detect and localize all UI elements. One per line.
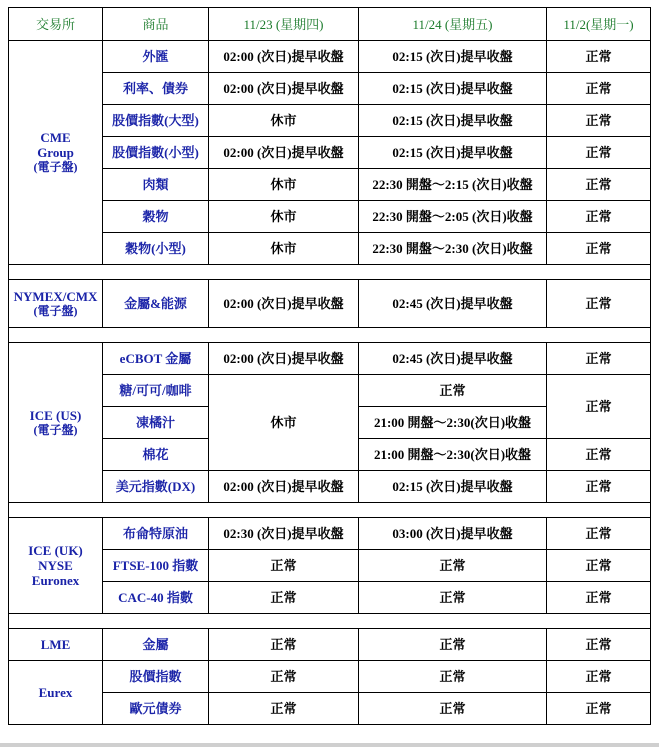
product-cell: 糖/可可/咖啡 bbox=[103, 375, 209, 407]
spacer-cell bbox=[9, 503, 651, 518]
table-row bbox=[9, 105, 651, 137]
header-date-1123: 11/23 (星期四) bbox=[209, 8, 359, 41]
product-cell: 穀物(小型) bbox=[103, 233, 209, 265]
schedule-cell: 02:30 (次日)提早收盤 bbox=[209, 518, 359, 550]
schedule-cell: 正常 bbox=[547, 169, 651, 201]
schedule-cell: 正常 bbox=[547, 439, 651, 471]
exchange-name: NYMEX/CMX bbox=[13, 288, 98, 304]
header-row bbox=[9, 8, 651, 41]
product-cell: 利率、債券 bbox=[103, 73, 209, 105]
exchange-name-line3: Euronex bbox=[31, 573, 80, 588]
exchange-name-line2: Group bbox=[37, 145, 74, 160]
product-cell: 金屬 bbox=[103, 629, 209, 661]
section-spacer bbox=[9, 265, 651, 280]
table-row bbox=[9, 375, 651, 407]
product-cell: 穀物 bbox=[103, 201, 209, 233]
exchange-note: (電子盤) bbox=[33, 303, 78, 318]
product-cell: 凍橘汁 bbox=[103, 407, 209, 439]
schedule-cell: 正常 bbox=[547, 661, 651, 693]
schedule-cell: 22:30 開盤～2:15 (次日)收盤 bbox=[359, 169, 547, 201]
spacer-cell bbox=[9, 328, 651, 343]
table-row bbox=[9, 169, 651, 201]
table-row bbox=[9, 137, 651, 169]
exchange-eurex: Eurex bbox=[9, 661, 103, 725]
section-spacer bbox=[9, 328, 651, 343]
schedule-cell: 正常 bbox=[209, 582, 359, 614]
exchange-nymex bbox=[9, 280, 103, 328]
schedule-cell: 休市 bbox=[209, 169, 359, 201]
header-date-1124: 11/24 (星期五) bbox=[359, 8, 547, 41]
product-cell: 棉花 bbox=[103, 439, 209, 471]
schedule-cell: 休市 bbox=[209, 233, 359, 265]
schedule-cell: 02:15 (次日)提早收盤 bbox=[359, 471, 547, 503]
schedule-cell: 21:00 開盤～2:30(次日)收盤 bbox=[359, 439, 547, 471]
schedule-cell: 02:00 (次日)提早收盤 bbox=[209, 471, 359, 503]
schedule-cell: 正常 bbox=[547, 550, 651, 582]
schedule-cell: 休市 bbox=[209, 105, 359, 137]
exchange-ice-us bbox=[9, 343, 103, 503]
schedule-cell: 正常 bbox=[359, 550, 547, 582]
schedule-cell: 正常 bbox=[209, 550, 359, 582]
product-cell: 肉類 bbox=[103, 169, 209, 201]
header-date-1127: 11/2(星期一) bbox=[547, 8, 651, 41]
schedule-cell: 休市 bbox=[209, 375, 359, 471]
product-cell: 歐元債券 bbox=[103, 693, 209, 725]
spacer-cell bbox=[9, 614, 651, 629]
schedule-cell: 22:30 開盤～2:30 (次日)收盤 bbox=[359, 233, 547, 265]
table-row bbox=[9, 518, 651, 550]
schedule-cell: 正常 bbox=[359, 661, 547, 693]
product-cell: FTSE-100 指數 bbox=[103, 550, 209, 582]
table-row bbox=[9, 73, 651, 105]
schedule-cell: 休市 bbox=[209, 201, 359, 233]
table-row bbox=[9, 471, 651, 503]
section-spacer bbox=[9, 503, 651, 518]
schedule-cell: 03:00 (次日)提早收盤 bbox=[359, 518, 547, 550]
schedule-cell: 正常 bbox=[359, 693, 547, 725]
schedule-cell: 正常 bbox=[547, 693, 651, 725]
holiday-schedule-table bbox=[8, 7, 651, 725]
exchange-name: CME bbox=[40, 130, 71, 145]
schedule-cell: 02:15 (次日)提早收盤 bbox=[359, 137, 547, 169]
schedule-cell: 正常 bbox=[209, 661, 359, 693]
product-cell: 金屬&能源 bbox=[103, 280, 209, 328]
table-row bbox=[9, 661, 651, 693]
product-cell: 布侖特原油 bbox=[103, 518, 209, 550]
schedule-cell: 02:00 (次日)提早收盤 bbox=[209, 137, 359, 169]
table-row bbox=[9, 550, 651, 582]
schedule-cell: 正常 bbox=[547, 629, 651, 661]
exchange-cme bbox=[9, 41, 103, 265]
table-row bbox=[9, 343, 651, 375]
schedule-cell: 21:00 開盤～2:30(次日)收盤 bbox=[359, 407, 547, 439]
schedule-cell: 正常 bbox=[547, 73, 651, 105]
schedule-cell: 正常 bbox=[547, 280, 651, 328]
schedule-cell: 02:15 (次日)提早收盤 bbox=[359, 73, 547, 105]
schedule-cell: 正常 bbox=[359, 629, 547, 661]
schedule-cell: 正常 bbox=[547, 582, 651, 614]
product-cell: 股價指數(小型) bbox=[103, 137, 209, 169]
page-bottom-divider bbox=[0, 743, 659, 747]
table-row bbox=[9, 582, 651, 614]
schedule-cell: 正常 bbox=[547, 41, 651, 73]
spacer-cell bbox=[9, 265, 651, 280]
schedule-cell: 02:15 (次日)提早收盤 bbox=[359, 41, 547, 73]
exchange-name: ICE (UK) bbox=[28, 543, 83, 558]
schedule-cell: 02:45 (次日)提早收盤 bbox=[359, 280, 547, 328]
schedule-cell: 02:00 (次日)提早收盤 bbox=[209, 280, 359, 328]
table-row bbox=[9, 629, 651, 661]
schedule-cell: 02:00 (次日)提早收盤 bbox=[209, 41, 359, 73]
schedule-cell: 正常 bbox=[547, 375, 651, 439]
schedule-cell: 02:00 (次日)提早收盤 bbox=[209, 73, 359, 105]
exchange-name: ICE (US) bbox=[29, 407, 82, 423]
product-cell: 股價指數 bbox=[103, 661, 209, 693]
exchange-name-line2: NYSE bbox=[38, 558, 73, 573]
schedule-cell: 正常 bbox=[359, 375, 547, 407]
schedule-cell: 02:00 (次日)提早收盤 bbox=[209, 343, 359, 375]
schedule-cell: 02:45 (次日)提早收盤 bbox=[359, 343, 547, 375]
schedule-cell: 正常 bbox=[547, 201, 651, 233]
table-row bbox=[9, 201, 651, 233]
product-cell: 外匯 bbox=[103, 41, 209, 73]
product-cell: CAC-40 指數 bbox=[103, 582, 209, 614]
schedule-cell: 22:30 開盤～2:05 (次日)收盤 bbox=[359, 201, 547, 233]
schedule-cell: 02:15 (次日)提早收盤 bbox=[359, 105, 547, 137]
product-cell: 股價指數(大型) bbox=[103, 105, 209, 137]
header-exchange: 交易所 bbox=[9, 8, 103, 41]
table-row bbox=[9, 280, 651, 328]
section-spacer bbox=[9, 614, 651, 629]
schedule-cell: 正常 bbox=[547, 105, 651, 137]
exchange-note: (電子盤) bbox=[33, 160, 78, 174]
schedule-cell: 正常 bbox=[547, 137, 651, 169]
product-cell: 美元指數(DX) bbox=[103, 471, 209, 503]
schedule-cell: 正常 bbox=[209, 693, 359, 725]
schedule-cell: 正常 bbox=[547, 233, 651, 265]
schedule-cell: 正常 bbox=[359, 582, 547, 614]
schedule-cell: 正常 bbox=[547, 343, 651, 375]
exchange-ice-uk bbox=[9, 518, 103, 614]
table-row bbox=[9, 233, 651, 265]
schedule-cell: 正常 bbox=[547, 518, 651, 550]
product-cell: eCBOT 金屬 bbox=[103, 343, 209, 375]
header-product: 商品 bbox=[103, 8, 209, 41]
schedule-cell: 正常 bbox=[547, 471, 651, 503]
table-row bbox=[9, 693, 651, 725]
schedule-cell: 正常 bbox=[209, 629, 359, 661]
table-row bbox=[9, 41, 651, 73]
exchange-note: (電子盤) bbox=[33, 422, 78, 437]
exchange-lme: LME bbox=[9, 629, 103, 661]
